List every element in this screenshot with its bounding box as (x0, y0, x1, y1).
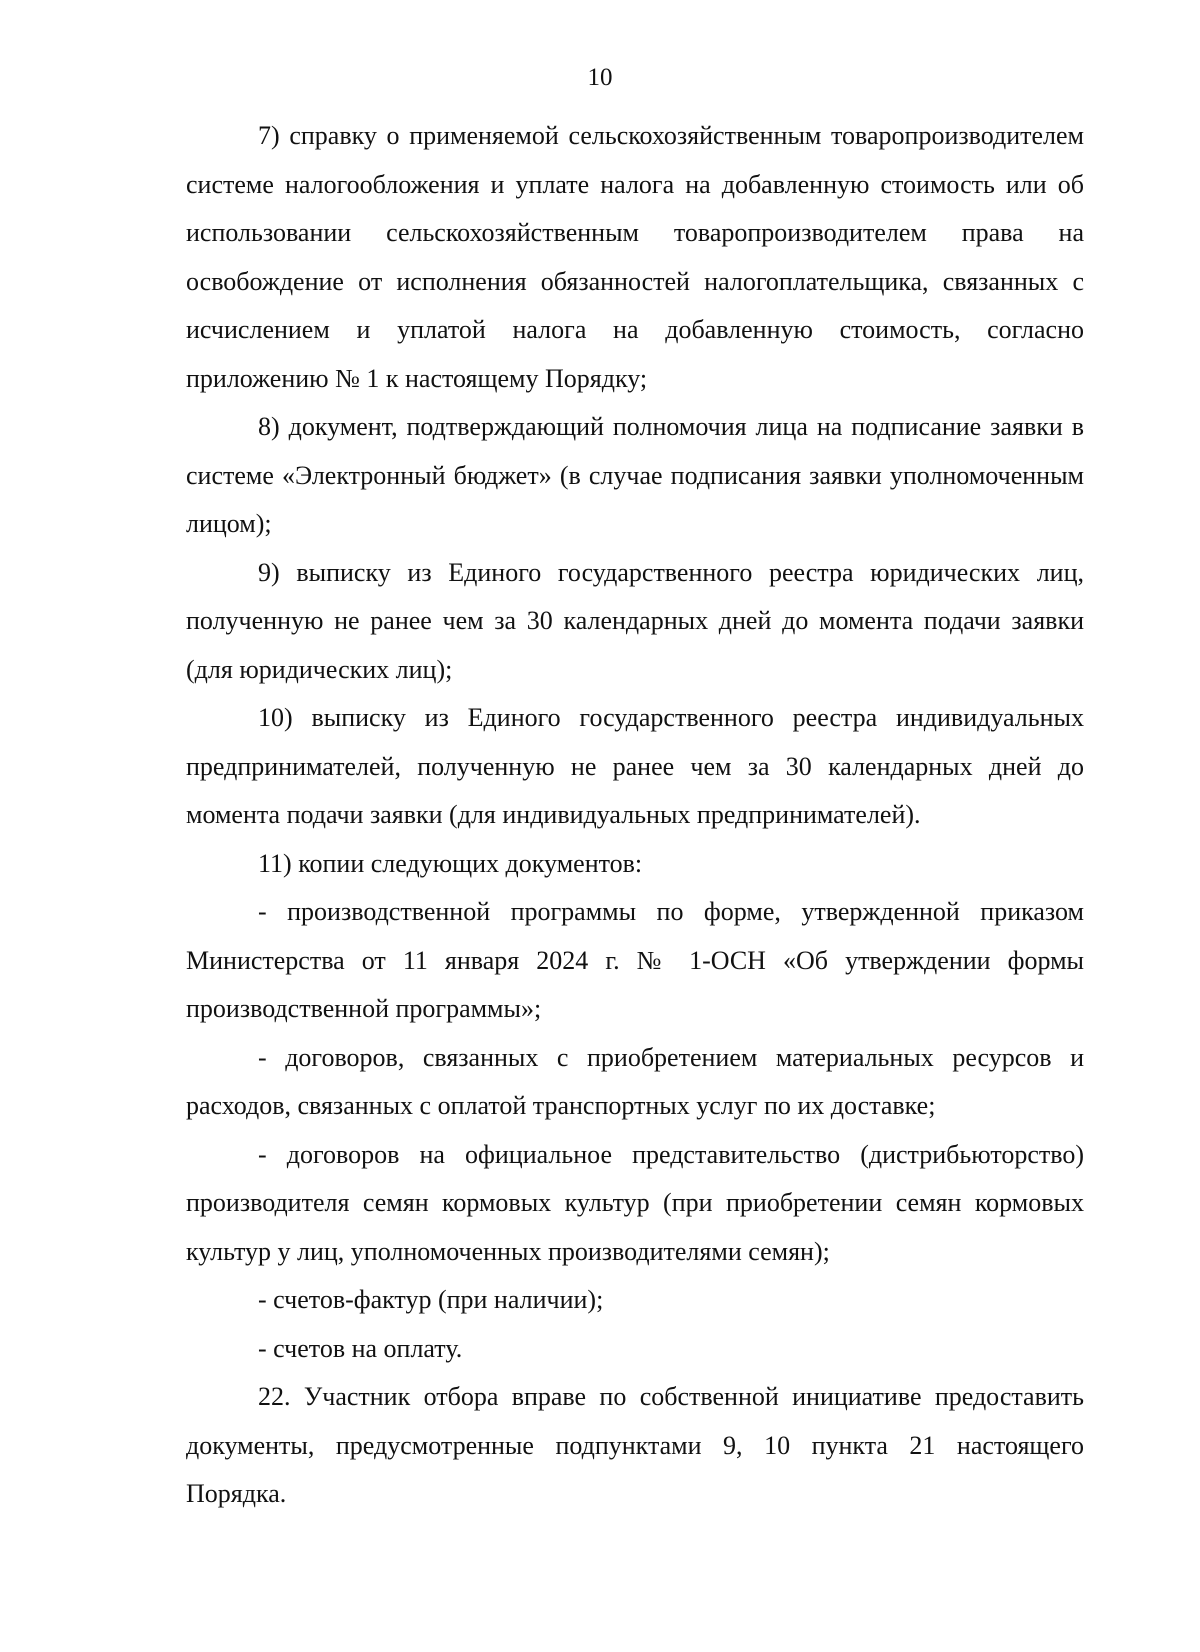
paragraph-item-7: 7) справку о применяемой сельскохозяйственным товаропроизводителем системе налогообложения и уплате налога на добавленную стоимость или об использовании сельскохозяйственным товаропроизводителем права на освобождение от исполнения обязанностей налогоплательщика, связанных с исчислением и уплатой налога на добавленную стоимость, согласно приложению № 1 к настоящему Порядку; (186, 121, 1084, 393)
list-item-payment-bills: - счетов на оплату. (258, 1333, 463, 1363)
list-item-contracts: - договоров, связанных с приобретением материальных ресурсов и расходов, связанных с оплатой транспортных услуг по их доставке; (186, 1042, 1084, 1120)
list-item-production-program: - производственной программы по форме, утвержденной приказом Министерства от 11 января 2024 г. № 1-ОСН «Об утверждении формы производственной программы»; (186, 897, 1084, 1023)
page-number: 10 (587, 64, 613, 91)
paragraph-item-9: 9) выписку из Единого государственного реестра юридических лиц, полученную не ранее чем за 30 календарных дней до момента подачи заявки (для юридических лиц); (186, 557, 1084, 684)
list-item-invoices: - счетов-фактур (при наличии); (258, 1285, 604, 1314)
paragraph-item-11: 11) копии следующих документов: (258, 848, 643, 878)
paragraph-item-8: 8) документ, подтверждающий полномочия лица на подписание заявки в системе «Электронный бюджет» (в случае подписания заявки уполномоченным лицом); (186, 412, 1084, 538)
list-item-distribution-contracts: - договоров на официальное представительство (дистрибьюторство) производителя семян кормовых культур (при приобретении семян кормовых культур у лиц, уполномоченных производителями семян); (186, 1139, 1084, 1266)
document-body (186, 112, 1084, 1519)
paragraph-clause-22: 22. Участник отбора вправе по собственной инициативе предоставить документы, предусмотренные подпунктами 9, 10 пункта 21 настоящего Порядка. (186, 1382, 1084, 1508)
paragraph-item-10: 10) выписку из Единого государственного реестра индивидуальных предпринимателей, полученную не ранее чем за 30 календарных дней до момента подачи заявки (для индивидуальных предпринимателей). (186, 703, 1084, 829)
